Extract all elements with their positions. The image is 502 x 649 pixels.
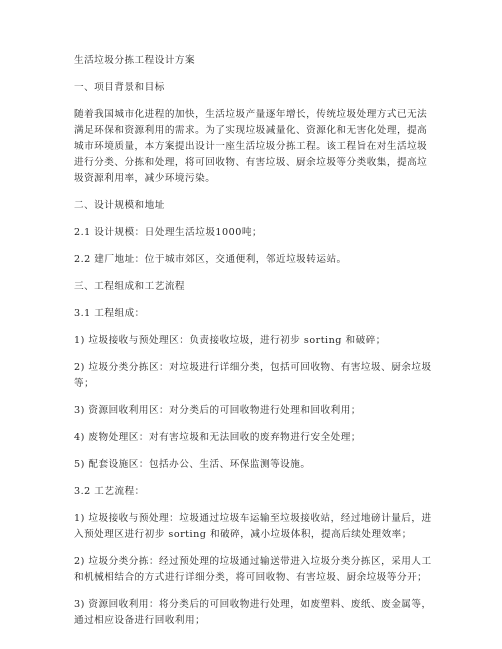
section-2-heading: 二、设计规模和地址 bbox=[74, 200, 165, 211]
document-title: 生活垃圾分拣工程设计方案 bbox=[74, 55, 196, 66]
section-3-1-item: 3) 资源回收利用区：对分类后的可回收物进行处理和回收利用； bbox=[74, 405, 361, 416]
section-3-1-item: 2) 垃圾分类分拣区：对垃圾进行详细分类，包括可回收物、有害垃圾、厨余垃圾等； bbox=[74, 362, 432, 389]
section-2-item-1: 2.1 设计规模：日处理生活垃圾1000吨； bbox=[74, 227, 263, 238]
section-1-body: 随着我国城市化进程的加快，生活垃圾产量逐年增长，传统垃圾处理方式已无法满足环保和资源利用的需求。为了实现垃圾减量化、资源化和无害化处理，提高城市环境质量，本方案提出设计一座生活垃圾分拣工程。该工程旨在对生活垃圾进行分类、分拣和处理，将可回收物、有害垃圾、厨余垃圾等分类收集，提高垃圾资源利用率，减少环境污染。 bbox=[74, 109, 428, 184]
section-3-2-item: 1) 垃圾接收与预处理：垃圾通过垃圾车运输至垃圾接收站，经过地磅计量后，进入预处理区进行初步 sorting 和破碎，减小垃圾体积，提高后续处理效率； bbox=[74, 513, 432, 540]
section-3-heading: 三、工程组成和工艺流程 bbox=[74, 281, 186, 292]
section-1-heading: 一、项目背景和目标 bbox=[74, 82, 165, 93]
section-3-1-item: 5) 配套设施区：包括办公、生活、环保监测等设施。 bbox=[74, 459, 311, 470]
section-3-2-item: 3) 资源回收利用：将分类后的可回收物进行处理，如废塑料、废纸、废金属等，通过相应设备进行回收利用； bbox=[74, 599, 432, 626]
section-3-2-item: 2) 垃圾分类分拣：经过预处理的垃圾通过输送带进入垃圾分类分拣区，采用人工和机械相结合的方式进行详细分类，将可回收物、有害垃圾、厨余垃圾等分开； bbox=[74, 556, 432, 583]
section-3-1-item: 1) 垃圾接收与预处理区：负责接收垃圾，进行初步 sorting 和破碎； bbox=[74, 335, 386, 346]
section-3-2-heading: 3.2 工艺流程： bbox=[74, 486, 145, 497]
section-3-1-heading: 3.1 工程组成： bbox=[74, 308, 145, 319]
document-page bbox=[74, 53, 432, 640]
section-3-1-item: 4) 废物处理区：对有害垃圾和无法回收的废弃物进行安全处理； bbox=[74, 432, 361, 443]
section-2-item-2: 2.2 建厂地址：位于城市郊区，交通便利，邻近垃圾转运站。 bbox=[74, 254, 347, 265]
